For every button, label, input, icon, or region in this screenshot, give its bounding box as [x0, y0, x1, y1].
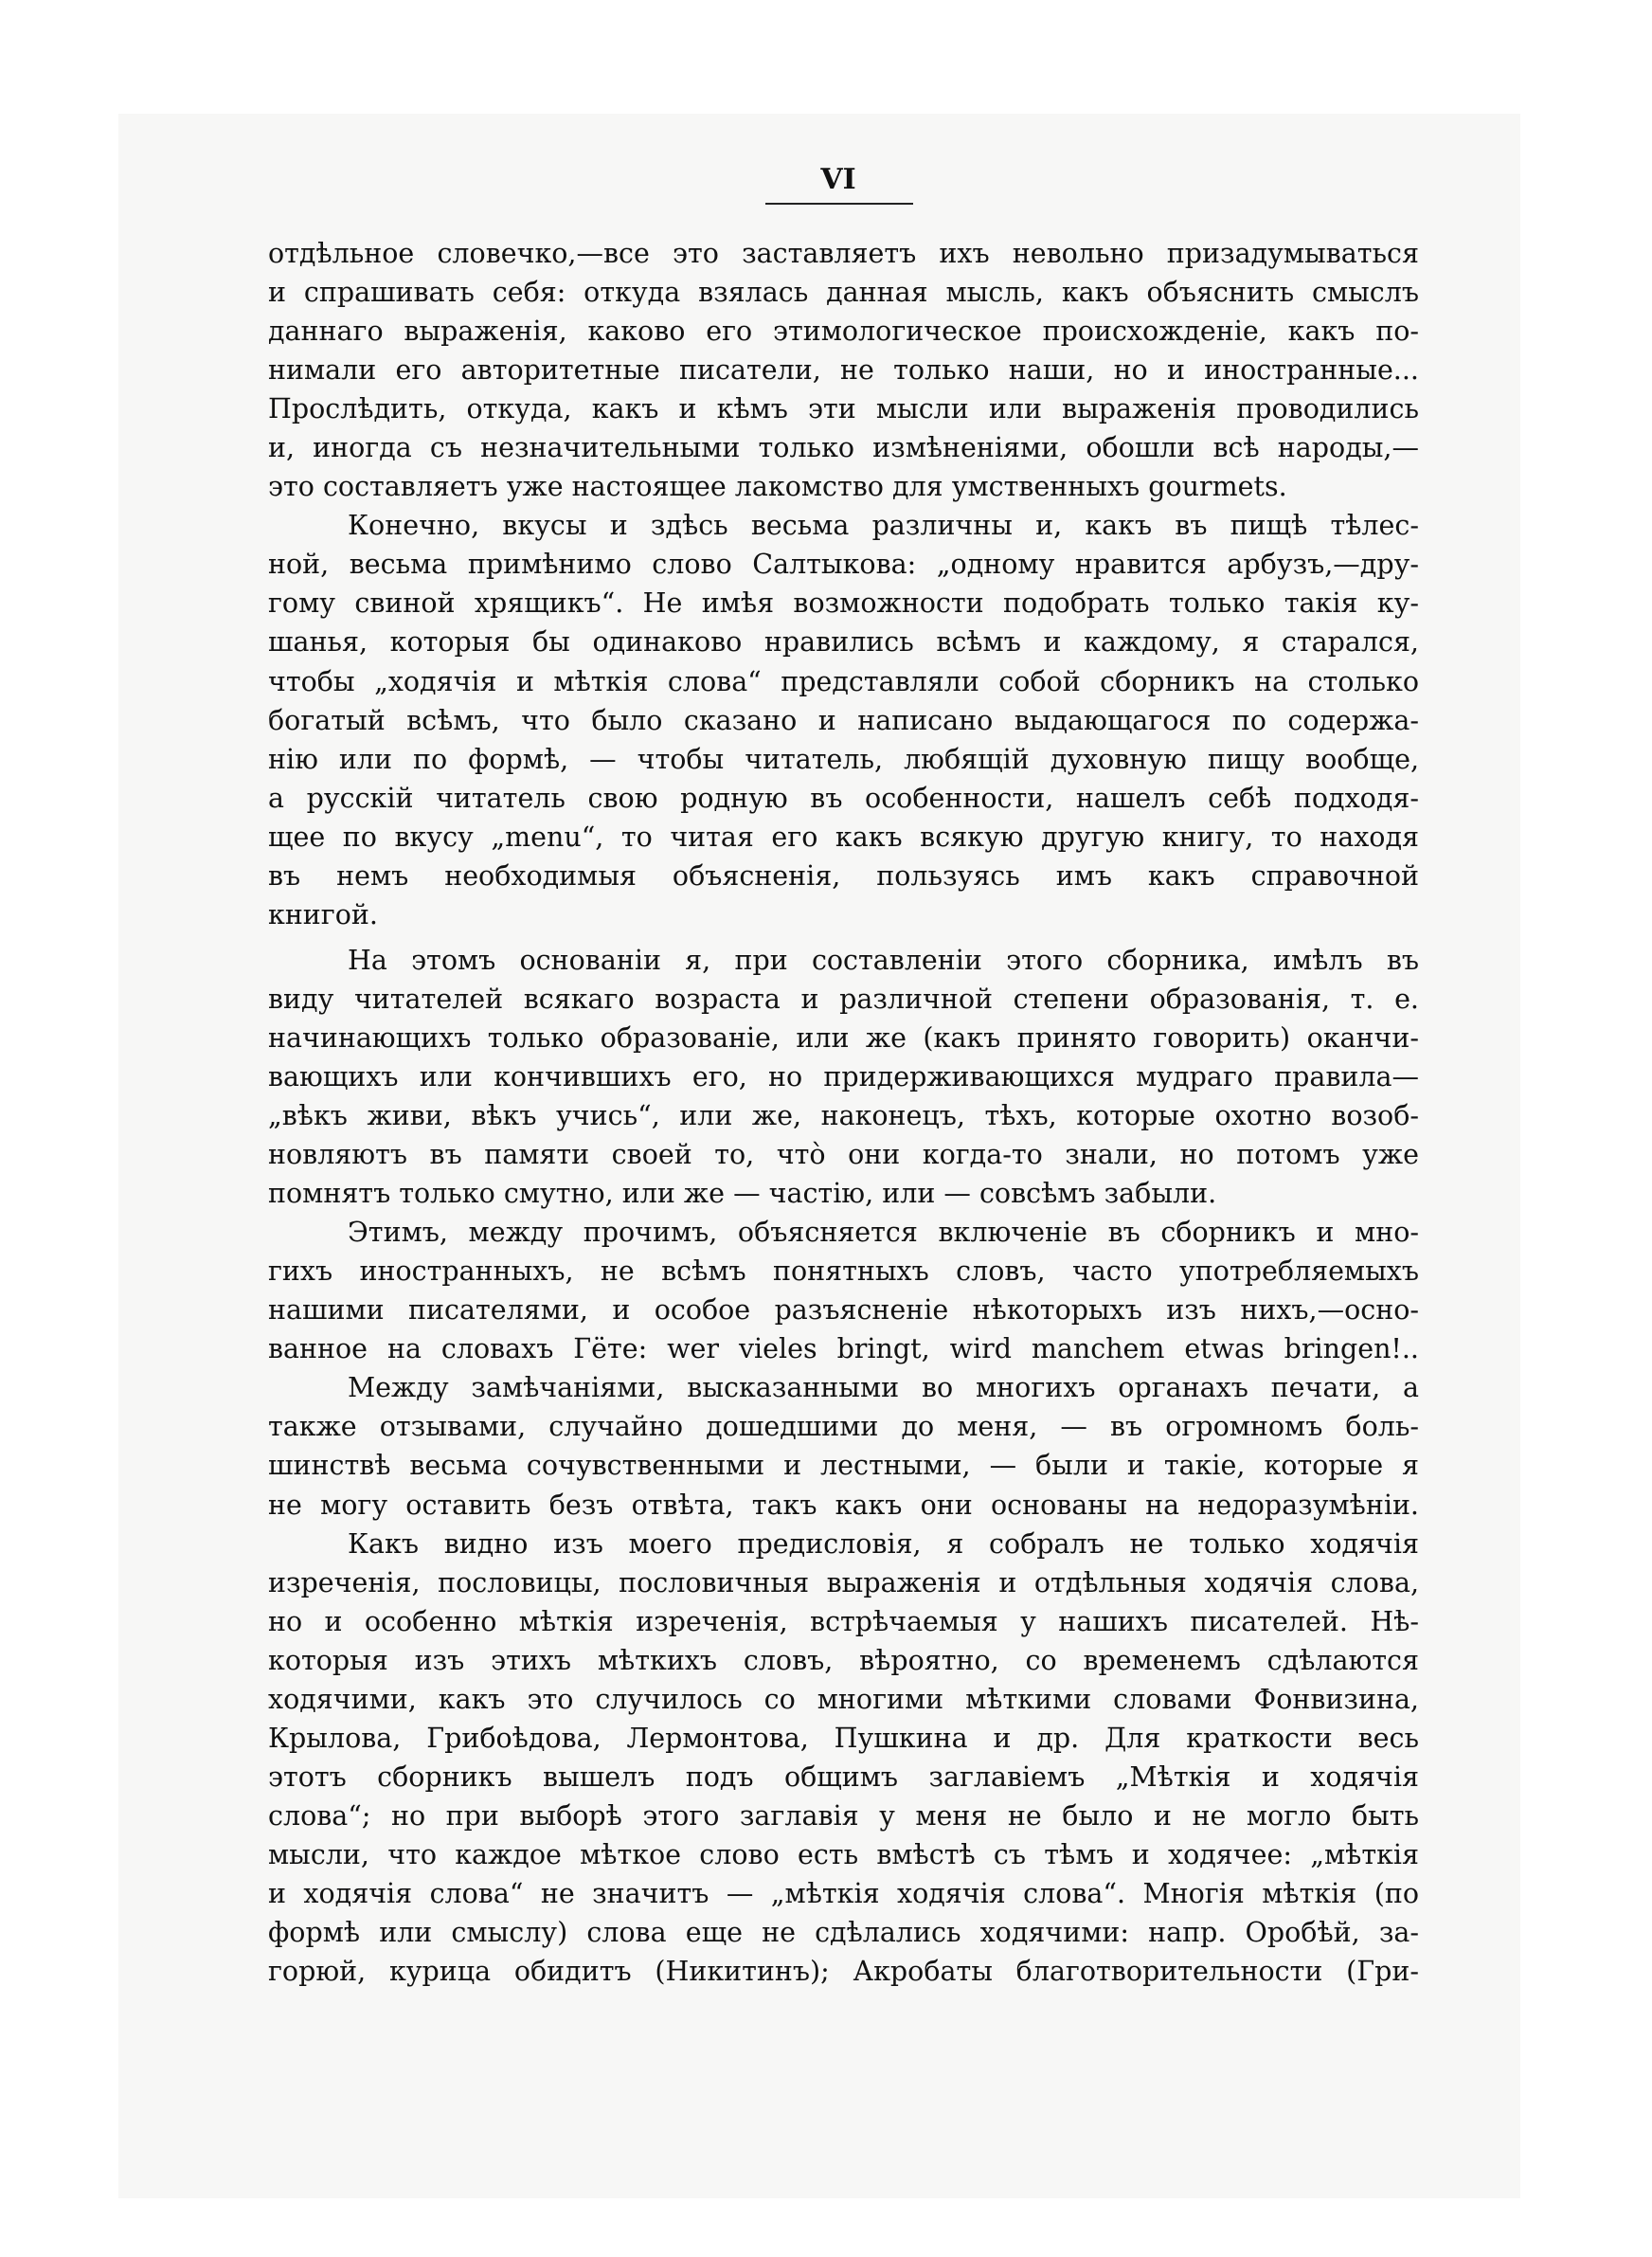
text-line: гому свиной хрящикъ“. Не имѣя возможности подобрать только такія ку- — [268, 587, 1419, 620]
text-line: и, иногда съ незначительными только измѣненіями, обошли всѣ народы,— — [268, 432, 1419, 464]
text-line: На этомъ основаніи я, при составленіи этого сборника, имѣлъ въ — [348, 944, 1419, 976]
header-rule — [765, 203, 913, 205]
text-line: начинающихъ только образованіе, или же (какъ принято говорить) оканчи- — [268, 1021, 1419, 1054]
text-line: ной, весьма примѣнимо слово Салтыкова: „одному нравится арбузъ,—дру- — [268, 549, 1419, 581]
text-line: Крылова, Грибоѣдова, Лермонтова, Пушкина и др. Для краткости весь — [268, 1722, 1419, 1754]
text-line: чтобы „ходячія и мѣткія слова“ представляли собой сборникъ на столько — [268, 665, 1419, 697]
text-line: Между замѣчаніями, высказанными во многихъ органахъ печати, а — [348, 1372, 1419, 1404]
text-line: Конечно, вкусы и здѣсь весьма различны и, какъ въ пищѣ тѣлес- — [348, 510, 1419, 542]
text-line: вающихъ или кончившихъ его, но придерживающихся мудраго правила— — [268, 1060, 1419, 1092]
text-line: которыя изъ этихъ мѣткихъ словъ, вѣроятно, со временемъ сдѣлаются — [268, 1644, 1419, 1676]
text-line: даннаго выраженія, каково его этимологическое происхожденіе, какъ по- — [268, 316, 1419, 348]
text-line: помнятъ только смутно, или же — частію, или — совсѣмъ забыли. — [268, 1178, 1217, 1210]
text-line: щее по вкусу „menu“, то читая его какъ всякую другую книгу, то находя — [268, 821, 1419, 853]
text-line: слова“; но при выборѣ этого заглавія у меня не было и не могло быть — [268, 1799, 1419, 1832]
text-line: и ходячія слова“ не значитъ — „мѣткія ходячія слова“. Многія мѣткія (по — [268, 1877, 1419, 1909]
text-line: въ немъ необходимыя объясненія, пользуясь имъ какъ справочной — [268, 859, 1419, 892]
text-line: Какъ видно изъ моего предисловія, я собралъ не только ходячія — [348, 1527, 1419, 1560]
text-line: а русскій читатель свою родную въ особенности, нашелъ себѣ подходя- — [268, 782, 1419, 814]
text-line: формѣ или смыслу) слова еще не сдѣлались ходячими: напр. Оробѣй, за- — [268, 1917, 1419, 1949]
text-line: это составляетъ уже настоящее лакомство для умственныхъ gourmets. — [268, 471, 1287, 503]
text-line: также отзывами, случайно дошедшими до меня, — въ огромномъ боль- — [268, 1411, 1419, 1443]
text-line: Этимъ, между прочимъ, объясняется включеніе въ сборникъ и мно- — [348, 1217, 1419, 1249]
text-line: нашими писателями, и особое разъясненіе нѣкоторыхъ изъ нихъ,—осно- — [268, 1294, 1419, 1327]
text-line: горюй, курица обидитъ (Никитинъ); Акробаты благотворительности (Гри- — [268, 1956, 1419, 1988]
text-line: шинствѣ весьма сочувственными и лестными, — были и такіе, которые я — [268, 1450, 1419, 1482]
text-line: виду читателей всякаго возраста и различной степени образованія, т. е. — [268, 983, 1419, 1015]
text-line: отдѣльное словечко,—все это заставляетъ ихъ невольно призадумываться — [268, 238, 1419, 269]
text-line: книгой. — [268, 898, 378, 930]
text-line: нію или по формѣ, — чтобы читатель, любящій духовную пищу вообще, — [268, 743, 1419, 775]
text-line: шанья, которыя бы одинаково нравились всѣмъ и каждому, я старался, — [268, 626, 1419, 659]
text-line: Прослѣдить, откуда, какъ и кѣмъ эти мысли или выраженія проводились — [268, 393, 1419, 425]
text-line: и спрашивать себя: откуда взялась данная мысль, какъ объяснить смыслъ — [268, 277, 1419, 309]
text-line: этотъ сборникъ вышелъ подъ общимъ заглавіемъ „Мѣткія и ходячія — [268, 1760, 1419, 1793]
text-line: богатый всѣмъ, что было сказано и написано выдающагося по содержа- — [268, 704, 1419, 736]
text-line: но и особенно мѣткія изреченія, встрѣчаемыя у нашихъ писателей. Нѣ- — [268, 1605, 1419, 1637]
text-line: ванное на словахъ Гёте: wer vieles bringt, wird manchem etwas bringen!.. — [268, 1333, 1419, 1365]
text-line: ходячими, какъ это случилось со многими мѣткими словами Фонвизина, — [268, 1683, 1419, 1715]
text-line: новляютъ въ памяти своей то, что̀ они когда-то знали, но потомъ уже — [268, 1139, 1419, 1171]
body-text — [268, 234, 1419, 1991]
page-number: VI — [820, 163, 856, 196]
text-line: гихъ иностранныхъ, не всѣмъ понятныхъ словъ, часто употребляемыхъ — [268, 1255, 1419, 1288]
text-line: „вѣкъ живи, вѣкъ учись“, или же, наконецъ, тѣхъ, которые охотно возоб- — [268, 1100, 1419, 1132]
text-line: мысли, что каждое мѣткое слово есть вмѣстѣ съ тѣмъ и ходячее: „мѣткія — [268, 1838, 1419, 1870]
text-line: не могу оставить безъ отвѣта, такъ какъ они основаны на недоразумѣніи. — [268, 1489, 1419, 1521]
text-line: нимали его авторитетные писатели, не только наши, но и иностранные... — [268, 354, 1419, 387]
text-line: изреченія, пословицы, пословичныя выраженія и отдѣльныя ходячія слова, — [268, 1566, 1419, 1598]
